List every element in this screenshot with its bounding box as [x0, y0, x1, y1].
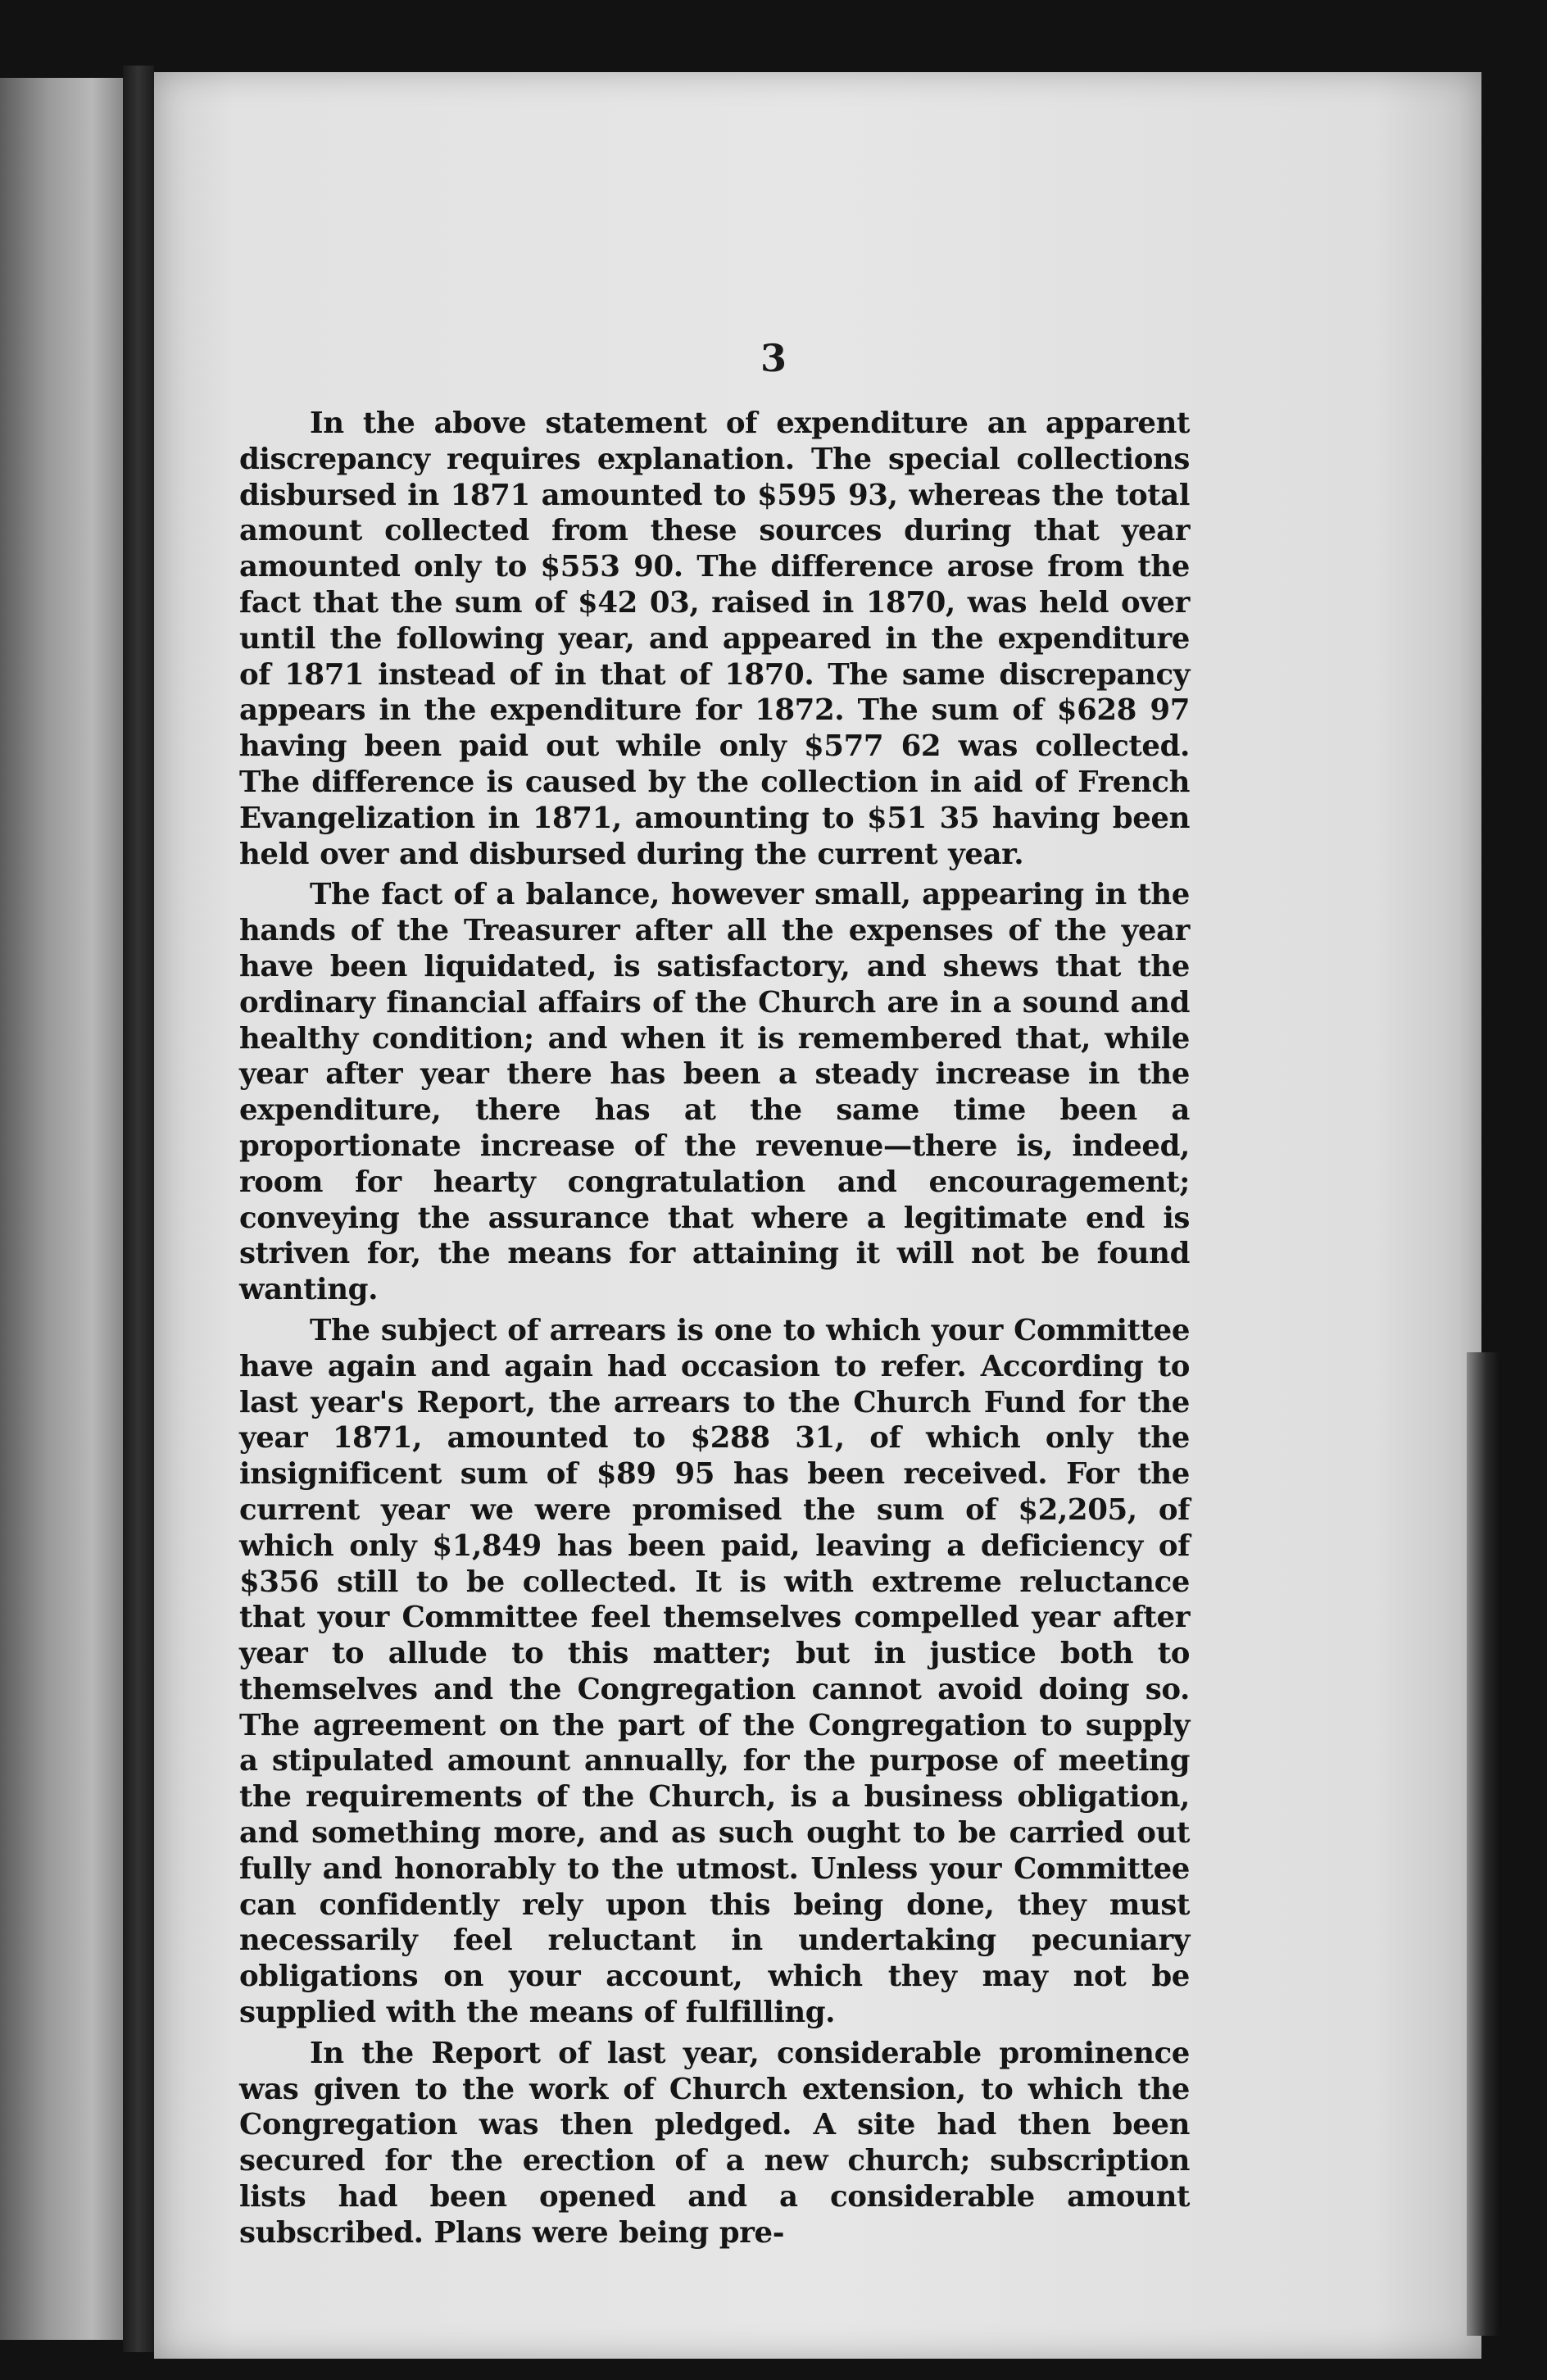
page-edge-shadow — [1467, 1352, 1499, 2336]
paragraph-church-extension: In the Report of last year, considerable prominence was given to the work of Church extension, to which the Congregation was then pledged. A site had then been secured for the erection of a new church; subscription lists had been opened and a considerable amount subscribed. Plans were being pre- — [239, 2036, 1190, 2250]
paragraph-expenditure-discrepancy: In the above statement of expenditure an apparent discrepancy requires explanation. The special collections disbursed in 1871 amounted to $595 93, whereas the total amount collected from these sources during that year amounted only to $553 90. The difference arose from the fact that the sum of $42 03, raised in 1870, was held over until the following year, and appeared in the expenditure of 1871 instead of in that of 1870. The same discrepancy appears in the expenditure for 1872. The sum of $628 97 having been paid out while only $577 62 was collected. The difference is caused by the collection in aid of French Evangelization in 1871, amounting to $51 35 having been held over and disbursed during the current year. — [239, 407, 1190, 871]
adjacent-page-edge — [0, 78, 123, 2340]
paragraph-balance: The fact of a balance, however small, appearing in the hands of the Treasurer after all the expenses of the year have been liquidated, is satisfactory, and shews that the ordinary financial affairs of the Church are in a sound and healthy condition; and when it is remembered that, while year after year there has been a steady increase in the expenditure, there has at the same time been a proportionate increase of the revenue—there is, indeed, room for hearty congratulation and encouragement; conveying the assurance that where a legitimate end is striven for, the means for attaining it will not be found wanting. — [239, 878, 1190, 1307]
page-number: 3 — [760, 336, 787, 380]
book-spine — [123, 66, 154, 2352]
paragraph-arrears: The subject of arrears is one to which your Committee have again and again had occasion to refer. According to last year's Report, the arrears to the Church Fund for the year 1871, amounted to $288 31, of which only the insignificent sum of $89 95 has been received. For the current year we were promised the sum of $2,205, of which only $1,849 has been paid, leaving a deficiency of $356 still to be collected. It is with extreme reluctance that your Committee feel themselves compelled year after year to allude to this matter; but in justice both to themselves and the Congregation cannot avoid doing so. The agreement on the part of the Congregation to supply a stipulated amount annually, for the purpose of meeting the requirements of the Church, is a business obligation, and something more, and as such ought to be carried out fully and honorably to the utmost. Unless your Committee can confidently rely upon this being done, they must necessarily feel reluctant in undertaking pecuniary obligations on your account, which they may not be supplied with the means of fulfilling. — [239, 1313, 1190, 2030]
body-text — [239, 406, 1190, 2256]
